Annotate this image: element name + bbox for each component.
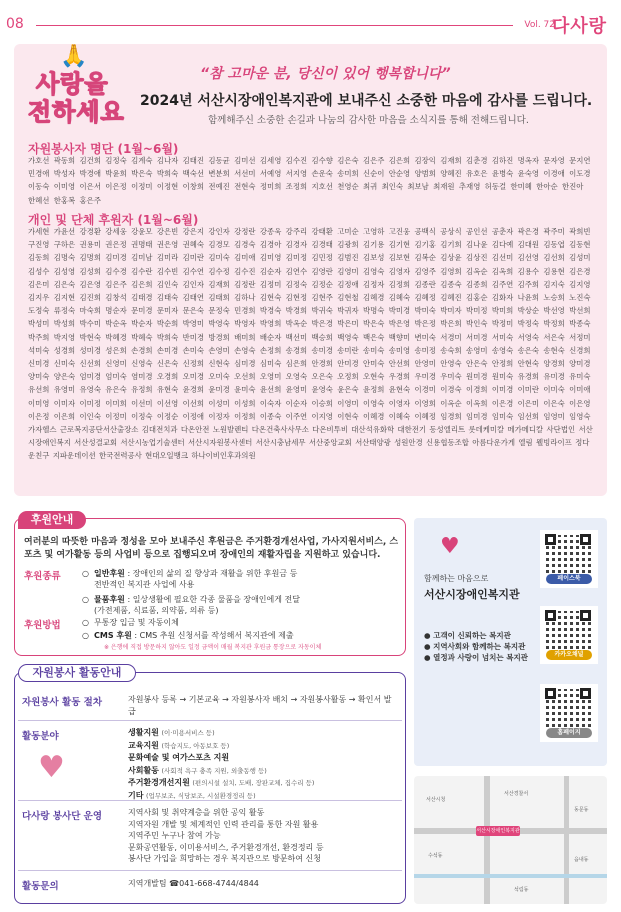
volunteer-field-label: 활동분야 bbox=[22, 731, 59, 742]
map-river bbox=[414, 874, 607, 878]
operation-item: 지역자원 개발 및 체계적인 인력 관리를 통한 자원 활용 bbox=[128, 819, 319, 829]
qr-corner-icon bbox=[580, 610, 591, 621]
volunteer-tab: 자원봉사 활동안내 bbox=[18, 664, 136, 682]
operation-item: 봉사단 가입을 희망하는 경우 복지관으로 방문하여 신청 bbox=[128, 854, 321, 863]
bullet-icon: ○ bbox=[82, 631, 89, 640]
page-header bbox=[0, 0, 621, 40]
map-label: 수석동 bbox=[428, 853, 443, 859]
support-method-note: ※ 은행에 직접 방문하지 않아도 일정 금액이 매월 복지관 후원금 통장으로 자동이체 bbox=[104, 644, 322, 651]
volunteer-procedure-text: 자원봉사 등록 → 기본교육 → 자원봉사자 배치 → 자원봉사활동 → 확인서 발급 bbox=[128, 695, 392, 716]
operation-item: 문화공연활동, 이미용서비스, 주거환경개선, 환경정리 등 bbox=[128, 842, 324, 852]
location-map[interactable] bbox=[414, 776, 607, 904]
organizations-list: 가자헬스 근로복지공단서산출장소 김대전치과 다온안전 노원발렌티 다온건축사사무소 다온비투비 대산석유화학 대한전기 동성엘리트 롯데케미칼 메가메디칼 사단법인 서산시장애인복지 서산성결교회 서산시농업기술센터 서산시자원봉사센터 서산시충남세무 서산중앙교회 서산태양광 성원안경 신용협동조합 아름다운가게 엘림 웰빙라이프 정다운친구 지파운데이션 한국전력공사 현대오일뱅크 하나이비인후과의원 bbox=[28, 425, 593, 461]
volunteer-inquiry-text: 지역개발팀 ☎041-668-4744/4844 bbox=[128, 879, 259, 888]
map-label: 석림동 bbox=[514, 887, 529, 893]
heart-people-icon: ♥ bbox=[440, 534, 460, 559]
row-divider bbox=[18, 720, 402, 721]
heart-illustration-icon: ♥ bbox=[38, 750, 65, 785]
support-kind2: 물품후원 : 일상생활에 필요한 각종 물품을 장애인에게 전달 (가전제품, 식료품, 의약품, 의류 등) bbox=[94, 595, 300, 615]
panel-values bbox=[424, 630, 528, 663]
qr-label: 홈페이지 bbox=[546, 728, 592, 738]
hero-quote: “참 고마운 분, 당신이 있어 행복합니다” bbox=[200, 66, 451, 82]
volume-number: Vol. 72 bbox=[524, 20, 555, 30]
field-item: 사회활동 (사회적 욕구 충족 지원, 외출동행 등) bbox=[128, 765, 267, 775]
field-item: 문화예술 및 여가스포츠 지원 bbox=[128, 753, 230, 762]
qr-label: 페이스북 bbox=[546, 574, 592, 584]
value-item: ● 열정과 사랑이 넘치는 복지관 bbox=[424, 653, 528, 662]
qr-corner-icon bbox=[545, 610, 556, 621]
value-item: ● 고객이 신뢰하는 복지관 bbox=[424, 631, 511, 640]
map-label: 읍내동 bbox=[574, 857, 589, 863]
homepage-qr[interactable] bbox=[540, 684, 598, 742]
page-number: 08 bbox=[6, 16, 24, 32]
map-label: 서산시청 bbox=[426, 797, 446, 803]
field-item: 기타 (업무보조, 식당보조, 시설환경정리 등) bbox=[128, 790, 256, 800]
logo-line2: 전하세요 bbox=[28, 98, 125, 126]
support-kind1: 일반후원 : 장애인의 삶의 질 향상과 재활을 위한 후원금 등 전반적인 복지관 사업에 사용 bbox=[94, 569, 298, 589]
map-marker: 서산시장애인복지관 bbox=[476, 828, 520, 834]
donors-list: 가세현 가윤선 강경환 강세웅 강윤모 강은빈 강은지 강인자 강정란 강종욱 강주리 강태환 고미순 고영하 고진웅 공백식 공상식 공인선 공춘자 곽은경 곽주미 곽희빈 구진영 구하은 권용미 권은정 권명태 권은영 권혜숙 김경모 김경숙 김경아 김경자 김경태 김광희 김기용 김기현 김기홍 김기희 김나윤 김다예 김대원 김동엽 김동현 김동희 김명숙 김명희 김미경 김미남 김미라 김미란 김미숙 김미애 김미영 김미정 김민정 김범진 김보성 김보현 김복순 김상윤 김상진 김선미 김선영 김선희 김성미 김성수 김성영 김성희 김수경 김수란 김수빈 김수연 김수정 김수진 김순자 김연수 김영란 김영미 김영숙 김영자 김영주 김영희 김옥순 김옥희 김용수 김용현 김은경 김은미 김은숙 김은영 김은주 김은희 김인숙 김인자 김재희 김정란 김정미 김정숙 김정순 김정애 김정자 김정희 김종란 김종숙 김종희 김주연 김주희 김지숙 김지영 김지우 김지현 김진희 김창석 김태경 김태숙 김태연 김태희 김하나 김현숙 김현정 김현주 김현철 김혜경 김혜숙 김혜정 김혜진 김홍순 김화자 나윤희 노승희 노진숙 도정숙 류정숙 마숙희 명순자 문미경 문미자 문은숙 문정숙 민경희 박경숙 박경희 박귀숙 박귀자 박명숙 박미경 박미숙 박미자 박미정 박미희 박상순 박선영 박선희 박성미 박성희 박수미 박순옥 박순자 박순희 박영미 박영숙 박영자 박영희 박옥순 박은경 박은미 박은숙 박은영 박은정 박은희 박인숙 박정미 박정숙 박정희 박종숙 박주희 박지영 박현숙 박혜경 박혜숙 박희숙 반미경 방경희 배미희 배순자 백선미 백승희 백영숙 백은숙 백향미 변미숙 서경미 서미경 서미숙 서영숙 서은숙 서정미 석미숙 성경희 성미경 성은희 손경희 손미경 손미숙 손영미 손영숙 손정희 송경희 송미경 송미란 송미숙 송미영 송미정 송숙희 송영미 송영숙 송은숙 송현숙 신경희 신미경 신미숙 신선희 신영미 신영숙 신은숙 신정희 신현숙 심미경 심미숙 심은희 안경희 안미경 안미숙 안선희 안영미 안영숙 안은숙 안정희 안현숙 양경희 양미경 양미숙 양은숙 엄미경 엄미숙 염미경 오경희 오미경 오미숙 오선희 오영미 오영숙 오은숙 오정희 오현숙 우경희 우미경 우미숙 원미경 원미숙 유경희 유미경 유미숙 유선희 유영미 유영숙 유은숙 유정희 유현숙 윤경희 윤미경 윤미숙 윤선희 윤영미 윤영숙 윤은숙 윤정희 윤현숙 이경미 이경숙 이경희 이미경 이미란 이미숙 이미애 이미영 이미자 이미정 이미희 이선미 이선영 이선희 이성미 이성희 이숙자 이순자 이승희 이영미 이영숙 이영자 이영희 이옥순 이옥희 이은경 이은미 이은숙 이은영 이은정 이은희 이인숙 이정미 이정숙 이정순 이정애 이정자 이정희 이종숙 이주연 이지영 이현숙 이혜경 이혜숙 이혜정 임경희 임미경 임미숙 임선희 임영미 임영숙 bbox=[28, 227, 591, 421]
support-tab: 후원안내 bbox=[18, 511, 86, 529]
kakao-qr[interactable] bbox=[540, 606, 598, 664]
header-divider bbox=[36, 25, 513, 26]
volunteer-fields bbox=[128, 727, 398, 802]
qr-corner-icon bbox=[545, 688, 556, 699]
panel-title: 서산시장애인복지관 bbox=[424, 588, 520, 601]
bullet-icon: ○ bbox=[82, 595, 89, 604]
qr-label: 카카오채널 bbox=[546, 650, 592, 660]
bullet-icon: ○ bbox=[82, 569, 89, 578]
love-logo bbox=[28, 44, 128, 124]
facebook-qr[interactable] bbox=[540, 530, 598, 588]
support-intro: 여러분의 따뜻한 마음과 정성을 모아 보내주신 후원금은 주거환경개선사업, 가사지원서비스, 스포츠 및 여가활동 등의 사업비 등으로 집행되오며 장애인의 재활자립을 지원하고 있습니다. bbox=[24, 537, 399, 560]
map-road bbox=[564, 776, 569, 904]
support-method2: CMS 후원 : CMS 추원 신청서를 작성해서 복지관에 제출 bbox=[94, 631, 294, 640]
volunteer-operation bbox=[128, 807, 398, 865]
field-item: 생활지원 (이·미용서비스 등) bbox=[128, 728, 215, 737]
map-label: 서산경찰서 bbox=[504, 791, 529, 797]
map-label: 동문동 bbox=[574, 807, 589, 813]
magazine-title: 다사랑 bbox=[551, 16, 607, 37]
support-kind-label: 후원종류 bbox=[24, 571, 61, 582]
logo-line1: 사랑을 bbox=[36, 70, 109, 98]
panel-small-text: 함께하는 마음으로 bbox=[424, 574, 489, 583]
volunteers-list: 가호선 곽동희 김건희 김정숙 김계숙 김나자 김태진 김동균 김미선 김세영 김수진 김수향 김은숙 김은주 김은희 김장익 김재희 김춘경 김하진 명옥자 문자영 문지연 민경애 박성자 박경애 박윤희 박은숙 박희숙 백숙선 변분희 서선미 서예영 서지영 손운숙 송미희 신순이 안순영 양범희 양혜진 유호은 윤병숙 윤숙영 이경애 이도경 이동숙 이미영 이은서 이은정 이정미 이정현 이창희 전예진 전현숙 정미희 조정희 지호선 천영순 최귀 최인숙 최보남 최재원 추재영 허동걸 한미혜 한아순 한진아 한혜선 한홍복 홍은주 bbox=[28, 156, 591, 205]
qr-corner-icon bbox=[545, 534, 556, 545]
operation-item: 지역주민 누구나 참여 가능 bbox=[128, 831, 221, 840]
volunteer-inquiry-label: 활동문의 bbox=[22, 881, 59, 892]
praying-hands-icon: 🙏 bbox=[60, 44, 88, 69]
support-method1: 무통장 입금 및 자동이체 bbox=[94, 618, 179, 627]
qr-corner-icon bbox=[580, 688, 591, 699]
volunteer-procedure-label: 자원봉사 활동 절차 bbox=[22, 697, 103, 708]
field-item: 교육지원 (학습지도, 아동보호 등) bbox=[128, 740, 230, 750]
operation-item: 지역사회 및 취약계층을 위한 공익 활동 bbox=[128, 808, 265, 817]
map-road bbox=[484, 776, 490, 904]
qr-corner-icon bbox=[580, 534, 591, 545]
hero-title: 2024년 서산시장애인복지관에 보내주신 소중한 마음에 감사를 드립니다. bbox=[140, 93, 593, 109]
row-divider bbox=[18, 800, 402, 801]
hero-subtitle: 함께해주신 소중한 손길과 나눔의 감사한 마음을 소식지를 통해 전해드립니다. bbox=[208, 115, 529, 126]
volunteer-operation-label: 다사랑 봉사단 운영 bbox=[22, 811, 103, 822]
bullet-icon: ○ bbox=[82, 618, 89, 627]
value-item: ● 지역사회와 함께하는 복지관 bbox=[424, 642, 526, 651]
donors-heading: 개인 및 단체 후원자 (1월~6월) bbox=[28, 213, 199, 227]
row-divider bbox=[18, 870, 402, 871]
volunteers-heading: 자원봉사자 명단 (1월~6월) bbox=[28, 142, 179, 156]
field-item: 주거환경개선지원 (편의시설 설치, 도배, 장판교체, 집수리 등) bbox=[128, 778, 315, 787]
support-method-label: 후원방법 bbox=[24, 620, 61, 631]
